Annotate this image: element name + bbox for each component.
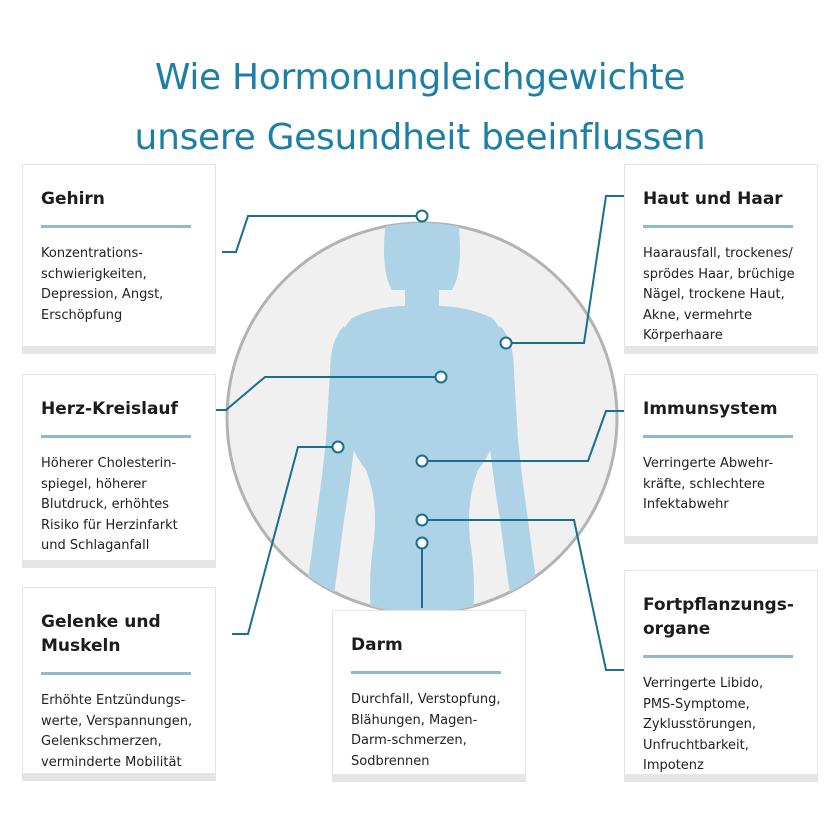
divider (643, 435, 793, 438)
card-text: Haarausfall, trockenes/ sprödes Haar, brüchige Nägel, trockene Haut, Akne, vermehrte Körperhaare (643, 246, 795, 343)
card-darm (332, 610, 526, 782)
card-title: Fortpflanzungs- organe (643, 595, 794, 639)
page-title (0, 48, 840, 168)
card-text: Erhöhte Entzündungs- werte, Verspannungen, Gelenkschmerzen, verminderte Mobilität (41, 693, 193, 770)
title-line-1: Wie Hormonungleichgewichte (154, 57, 686, 98)
card-title: Gehirn (41, 189, 105, 209)
card-immunsystem (624, 374, 818, 544)
card-herz-kreislauf (22, 374, 216, 568)
title-line-2: unsere Gesundheit beeinflussen (134, 117, 706, 158)
divider (643, 225, 793, 228)
card-text: Höherer Cholesterin- spiegel, höherer Blutdruck, erhöhtes Risiko für Herzinfarkt und Schlaganfall (41, 456, 178, 553)
card-gelenke-muskeln (22, 587, 216, 781)
card-gehirn (22, 164, 216, 354)
card-title: Immunsystem (643, 399, 778, 419)
divider (41, 225, 191, 228)
divider (351, 671, 501, 674)
card-title: Darm (351, 635, 403, 655)
card-fortpflanzungsorgane (624, 570, 818, 782)
card-text: Verringerte Libido, PMS-Symptome, Zyklusstörungen, Unfruchtbarkeit, Impotenz (643, 676, 764, 773)
divider (41, 435, 191, 438)
card-text: Verringerte Abwehr- kräfte, schlechtere Infektabwehr (643, 456, 774, 512)
card-haut-haar (624, 164, 818, 354)
card-title: Gelenke und Muskeln (41, 612, 161, 656)
divider (643, 655, 793, 658)
card-title: Haut und Haar (643, 189, 783, 209)
card-title: Herz-Kreislauf (41, 399, 178, 419)
divider (41, 672, 191, 675)
card-text: Konzentrations- schwierigkeiten, Depression, Angst, Erschöpfung (41, 246, 164, 323)
card-text: Durchfall, Verstopfung, Blähungen, Magen- Darm-schmerzen, Sodbrennen (351, 692, 501, 769)
